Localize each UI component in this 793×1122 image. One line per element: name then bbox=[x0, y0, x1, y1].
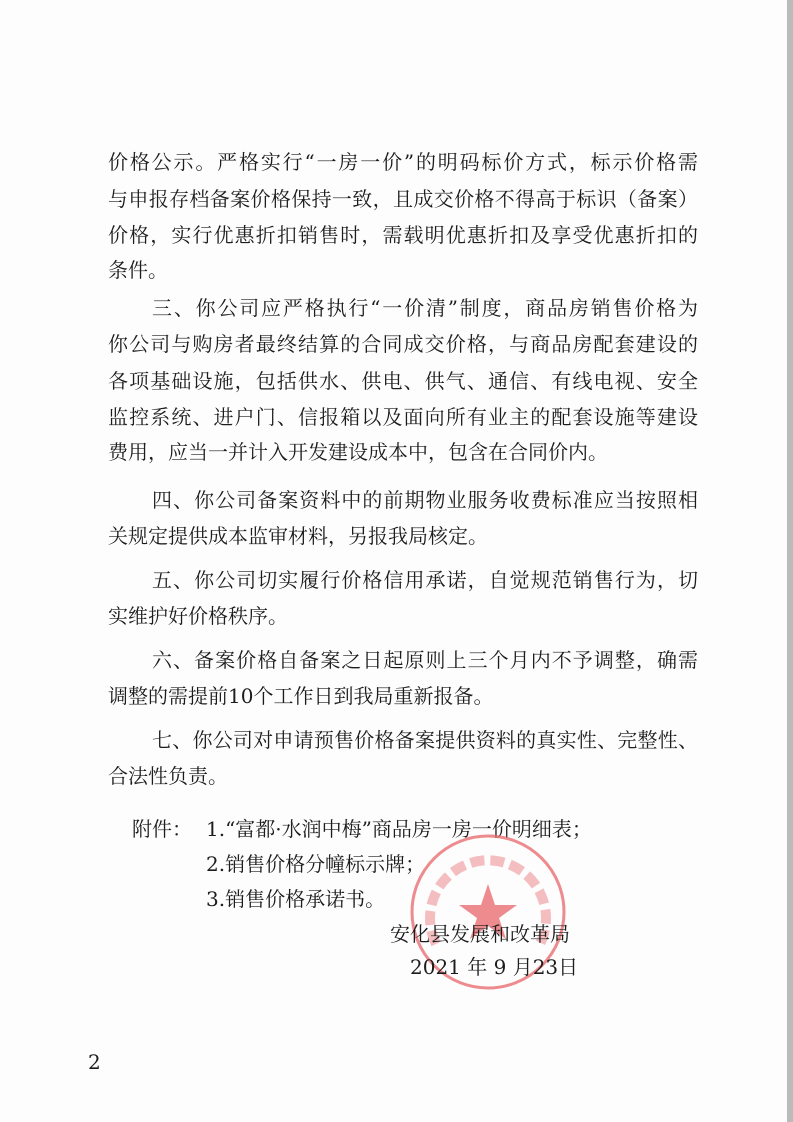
attachments-label: 附件： bbox=[132, 817, 192, 841]
body-line: 五、你公司切实履行价格信用承诺，自觉规范销售行为，切 bbox=[152, 568, 698, 592]
attachment-item: 1.“富都·水润中梅”商品房一房一价明细表； bbox=[206, 817, 592, 841]
signature-date: 2021 年 9 月23日 bbox=[410, 955, 579, 979]
attachment-item: 3.销售价格承诺书。 bbox=[206, 887, 386, 911]
body-line: 关规定提供成本监审材料，另报我局核定。 bbox=[108, 524, 488, 548]
attachment-item: 2.销售价格分幢标示牌； bbox=[206, 852, 426, 876]
body-line: 价格公示。严格实行“一房一价”的明码标价方式，标示价格需 bbox=[108, 150, 698, 174]
body-line: 合法性负责。 bbox=[108, 764, 228, 788]
body-line: 你公司与购房者最终结算的合同成交价格，与商品房配套建设的 bbox=[108, 332, 698, 356]
body-line: 价格，实行优惠折扣销售时，需载明优惠折扣及享受优惠折扣的 bbox=[108, 223, 698, 247]
body-line: 监控系统、进户门、信报箱以及面向所有业主的配套设施等建设 bbox=[108, 405, 698, 429]
body-line: 六、备案价格自备案之日起原则上三个月内不予调整，确需 bbox=[152, 648, 698, 672]
body-line: 三、你公司应严格执行“一价清”制度，商品房销售价格为 bbox=[152, 296, 698, 320]
body-line: 各项基础设施，包括供水、供电、供气、通信、有线电视、安全 bbox=[108, 369, 698, 393]
body-line: 四、你公司备案资料中的前期物业服务收费标准应当按照相 bbox=[152, 488, 698, 512]
body-line: 与申报存档备案价格保持一致，且成交价格不得高于标识（备案） bbox=[108, 187, 698, 211]
page-number: 2 bbox=[88, 1050, 101, 1074]
scan-edge bbox=[787, 0, 793, 1122]
body-line: 条件。 bbox=[108, 258, 168, 282]
body-line: 费用，应当一并计入开发建设成本中，包含在合同价内。 bbox=[108, 440, 608, 464]
body-line: 实维护好价格秩序。 bbox=[108, 604, 288, 628]
signature-org: 安化县发展和改革局 bbox=[390, 922, 570, 946]
body-line: 调整的需提前10个工作日到我局重新报备。 bbox=[108, 684, 494, 708]
body-line: 七、你公司对申请预售价格备案提供资料的真实性、完整性、 bbox=[152, 728, 698, 752]
